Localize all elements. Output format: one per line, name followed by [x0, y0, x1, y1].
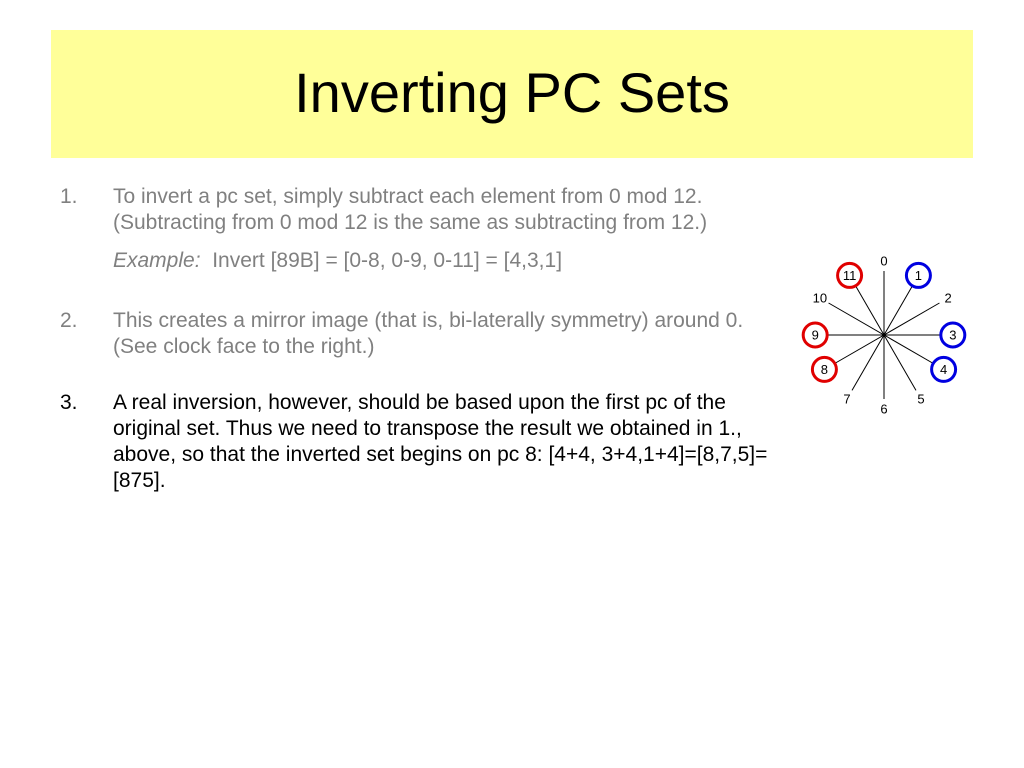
list-content	[113, 184, 790, 274]
clock-number-label: 7	[843, 391, 851, 407]
clock-number-label: 1	[914, 267, 923, 283]
list-item	[60, 184, 790, 274]
slide-body	[60, 184, 790, 494]
clock-number-label: 10	[812, 290, 828, 306]
clock-face-diagram	[795, 250, 980, 420]
clock-number-label: 5	[917, 391, 925, 407]
title-banner	[51, 30, 973, 158]
clock-number-label: 6	[880, 401, 888, 417]
clock-number-label: 9	[811, 327, 819, 343]
list-item	[60, 390, 790, 494]
page-title: Inverting PC Sets	[294, 60, 730, 124]
clock-number-label: 0	[880, 253, 888, 269]
list-text: A real inversion, however, should be based upon the first pc of the original set. Thus we need to transpose the result we obtained in 1., above, so that the inverted set begins on pc 8: [4+4, 3+4,1+4]=[8,7,5]=[875].	[113, 391, 768, 492]
clock-number-label: 2	[944, 290, 952, 306]
list-text: This creates a mirror image (that is, bi-laterally symmetry) around 0. (See clock face to the right.)	[113, 309, 744, 358]
list-number: 1.	[60, 185, 78, 208]
clock-number-label: 8	[820, 361, 829, 377]
example-label: Example:	[113, 249, 201, 272]
list-item	[60, 308, 790, 360]
list-number: 3.	[60, 391, 78, 414]
list-text: To invert a pc set, simply subtract each element from 0 mod 12. (Subtracting from 0 mod 12 is the same as subtracting from 12.)	[113, 185, 708, 234]
clock-number-label: 3	[949, 327, 957, 343]
example-text: Invert [89B] = [0-8, 0-9, 0-11] = [4,3,1]	[212, 249, 563, 272]
clock-face-svg	[795, 250, 980, 420]
example-line	[113, 248, 790, 274]
clock-number-label: 11	[842, 267, 857, 283]
list-number: 2.	[60, 309, 78, 332]
clock-number-label: 4	[939, 361, 948, 377]
